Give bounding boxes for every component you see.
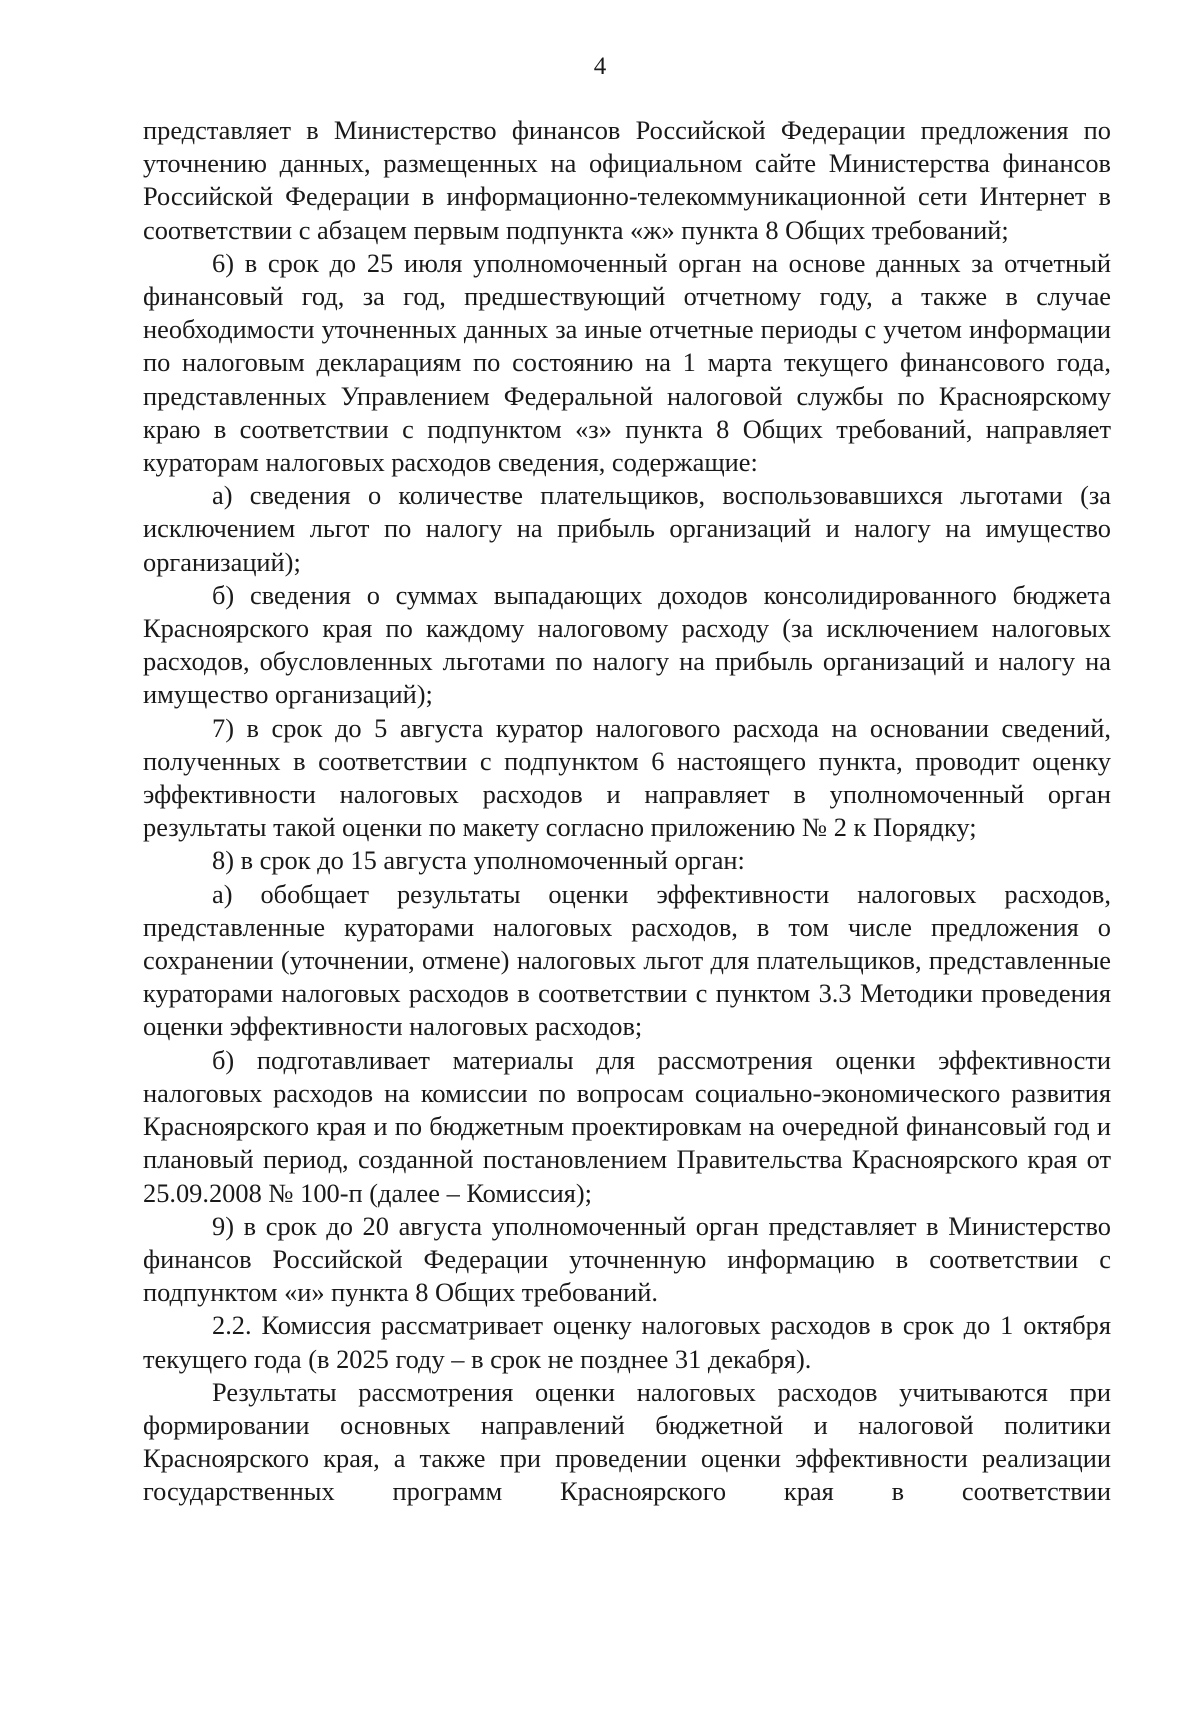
paragraph-item-6b: б) сведения о суммах выпадающих доходов консолидированного бюджета Красноярского края по каждому налоговому расходу (за исключением налоговых расходов, обусловленных льготами по налогу на прибыль организаций и налогу на имущество организаций); — [143, 579, 1111, 710]
page-number: 4 — [593, 53, 607, 80]
paragraph-item-9: 9) в срок до 20 августа уполномоченный орган представляет в Министерство финансов Российской Федерации уточненную информацию в соответствии с подпунктом «и» пункта 8 Общих требований. — [143, 1210, 1111, 1308]
paragraph-results: Результаты рассмотрения оценки налоговых расходов учитываются при формировании основных направлений бюджетной и налоговой политики Красноярского края, а также при проведении оценки эффективности реализации государственных программ Красноярского края в соответствии — [143, 1376, 1111, 1507]
paragraph-item-8: 8) в срок до 15 августа уполномоченный орган: — [212, 845, 745, 876]
paragraph-item-8b: б) подготавливает материалы для рассмотрения оценки эффективности налоговых расходов на комиссии по вопросам социально-экономического развития Красноярского края и по бюджетным проектировкам на очередной финансовый год и плановый период, созданной постановлением Правительства Красноярского края от 25.09.2008 № 100-п (далее – Комиссия); — [143, 1044, 1111, 1208]
paragraph-item-6: 6) в срок до 25 июля уполномоченный орган на основе данных за отчетный финансовый год, за год, предшествующий отчетному году, а также в случае необходимости уточненных данных за иные отчетные периоды с учетом информации по налоговым декларациям по состоянию на 1 марта текущего финансового года, представленных Управлением Федеральной налоговой службы по Красноярскому краю в соответствии с подпунктом «з» пункта 8 Общих требований, направляет кураторам налоговых расходов сведения, содержащие: — [143, 247, 1111, 478]
document-body — [143, 114, 1111, 1509]
paragraph-section-2-2: 2.2. Комиссия рассматривает оценку налоговых расходов в срок до 1 октября текущего года (в 2025 году – в срок не позднее 31 декабря). — [143, 1310, 1111, 1374]
paragraph-item-6a: а) сведения о количестве плательщиков, воспользовавшихся льготами (за исключением льгот по налогу на прибыль организаций и налогу на имущество организаций); — [143, 480, 1111, 577]
paragraph-item-8a: а) обобщает результаты оценки эффективности налоговых расходов, представленные кураторами налоговых расходов, в том числе предложения о сохранении (уточнении, отмене) налоговых льгот для плательщиков, представленные кураторами налоговых расходов в соответствии с пунктом 3.3 Методики проведения оценки эффективности налоговых расходов; — [143, 878, 1111, 1042]
paragraph-item-7: 7) в срок до 5 августа куратор налогового расхода на основании сведений, полученных в соответствии с подпунктом 6 настоящего пункта, проводит оценку эффективности налоговых расходов и направляет в уполномоченный орган результаты такой оценки по макету согласно приложению № 2 к Порядку; — [143, 712, 1111, 843]
paragraph-continuation: представляет в Министерство финансов Российской Федерации предложения по уточнению данных, размещенных на официальном сайте Министерства финансов Российской Федерации в информационно-телекоммуникационной сети Интернет в соответствии с абзацем первым подпункта «ж» пункта 8 Общих требований; — [143, 115, 1111, 245]
